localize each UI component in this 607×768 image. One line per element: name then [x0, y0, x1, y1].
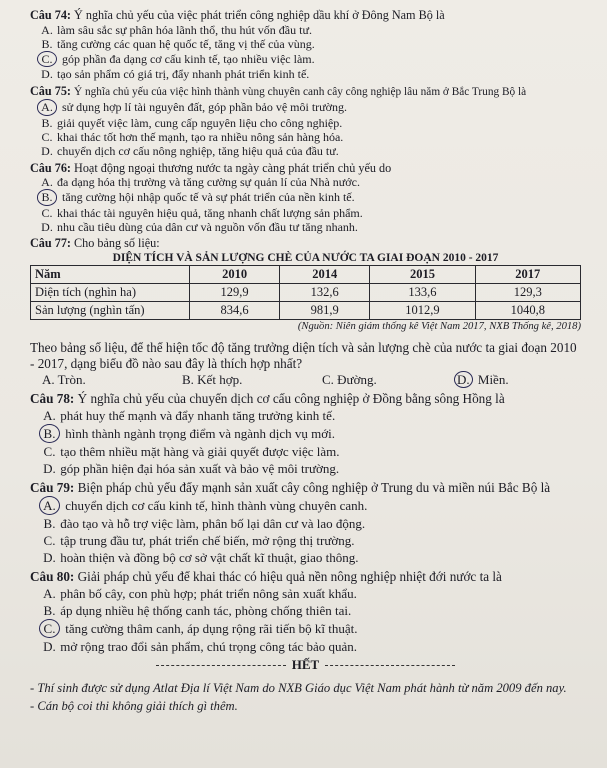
question-74 — [30, 8, 581, 23]
table-cell: 834,6 — [190, 301, 280, 319]
option-b-selected: B. hình thành ngành trọng điểm và ngành dịch vụ mới. — [30, 424, 581, 443]
option-d: D. nhu cầu tiêu dùng của dân cư và nguồn vốn đầu tư tăng nhanh. — [41, 220, 358, 235]
option-a-selected: A. sử dụng hợp lí tài nguyên đất, góp phần bảo vệ môi trường. — [30, 99, 581, 115]
table-cell: 132,6 — [280, 283, 370, 301]
table-header-cell: Năm — [31, 265, 190, 283]
question-text: Hoạt động ngoại thương nước ta ngày càng phát triển chủ yếu do — [74, 160, 392, 175]
option-c: C. khai thác tốt hơn thế mạnh, tạo ra nhiều nông sản hàng hóa. — [41, 129, 344, 144]
option-d: D. góp phần hiện đại hóa sản xuất và bảo vệ môi trường. — [43, 460, 340, 476]
table-row — [31, 283, 581, 301]
question-text: Ý nghĩa chủ yếu của việc hình thành vùng chuyên canh cây công nghiệp lâu năm ở Bắc Trung Bộ là — [74, 85, 527, 98]
question-number: Câu 77: — [30, 236, 71, 251]
option-a: A. phân bố cây, con phù hợp; phát triển nông sản xuất khẩu. — [43, 585, 357, 601]
question-number: Câu 79: — [30, 479, 75, 495]
option-b-selected: B. tăng cường hội nhập quốc tế và sự phát triển của nền kinh tế. — [30, 189, 581, 205]
table-cell: 981,9 — [280, 301, 370, 319]
footnote-line: - Cán bộ coi thi không giải thích gì thêm. — [30, 698, 238, 713]
divider — [325, 665, 455, 666]
option-b: B. đào tạo và hỗ trợ việc làm, phân bố lại dân cư và lao động. — [43, 515, 366, 531]
table-cell: 1012,9 — [370, 301, 475, 319]
table-source: (Nguồn: Niên giám thống kê Việt Nam 2017, NXB Thống kê, 2018) — [297, 320, 581, 332]
option-c: C. Đường. — [322, 371, 377, 387]
option-d: D. chuyển dịch cơ cấu nông nghiệp, tăng hiệu quả của đầu tư. — [41, 144, 339, 159]
table-header-row — [31, 265, 581, 283]
option-c: C. tạo thêm nhiều mặt hàng và giải quyết được việc làm. — [43, 443, 340, 459]
table-cell: 133,6 — [370, 283, 475, 301]
question-text: Biện pháp chủ yếu đẩy mạnh sản xuất cây công nghiệp ở Trung du và miền núi Bắc Bộ là — [77, 479, 551, 495]
question-75 — [30, 84, 581, 100]
question-number: Câu 78: — [30, 390, 75, 406]
table-header-cell: 2014 — [280, 265, 370, 283]
question-78 — [30, 391, 581, 407]
table-header-cell: 2017 — [475, 265, 580, 283]
question-number: Câu 75: — [30, 83, 71, 98]
option-d: D. tạo sản phẩm có giá trị, đẩy nhanh phát triển kinh tế. — [41, 67, 310, 82]
table-row — [31, 301, 581, 319]
option-a: A. đa dạng hóa thị trường và tăng cường sự quản lí của Nhà nước. — [41, 175, 360, 190]
table-header-cell: 2010 — [190, 265, 280, 283]
data-table — [30, 251, 581, 320]
question-number: Câu 76: — [30, 160, 71, 175]
table-cell: 1040,8 — [475, 301, 580, 319]
question-77-options — [30, 372, 581, 388]
question-number: Câu 80: — [30, 568, 75, 584]
question-text: Ý nghĩa chủ yếu của chuyển dịch cơ cấu công nghiệp ở Đồng bằng sông Hồng là — [77, 390, 505, 406]
option-b: B. áp dụng nhiều hệ thống canh tác, phòng chống thiên tai. — [43, 602, 352, 618]
footnote-line: - Thí sinh được sử dụng Atlat Địa lí Việt Nam do NXB Giáo dục Việt Nam phát hành từ năm 2009 đến nay. — [30, 680, 567, 695]
option-d-selected: D. Miền. — [457, 372, 509, 388]
question-text: Cho bảng số liệu: — [74, 236, 160, 251]
question-76 — [30, 161, 581, 176]
option-a: A. phát huy thế mạnh và đẩy nhanh tăng trưởng kinh tế. — [43, 407, 336, 423]
option-b: B. giải quyết việc làm, cung cấp nguyên liệu cho công nghiệp. — [41, 115, 343, 130]
question-80 — [30, 569, 581, 585]
footnote — [30, 679, 581, 715]
question-77 — [30, 236, 581, 251]
end-marker: HẾT — [30, 657, 581, 673]
divider — [156, 665, 286, 666]
option-b: B. Kết hợp. — [182, 371, 243, 387]
option-b: B. tăng cường các quan hệ quốc tế, tăng vị thế của vùng. — [41, 36, 315, 51]
question-text: Ý nghĩa chủ yếu của việc phát triển công nghiệp dầu khí ở Đông Nam Bộ là — [74, 8, 445, 22]
table-caption: DIỆN TÍCH VÀ SẢN LƯỢNG CHÈ CỦA NƯỚC TA GIAI ĐOẠN 2010 - 2017 — [112, 251, 499, 264]
option-c: C. khai thác tài nguyên hiệu quả, tăng nhanh chất lượng sản phẩm. — [41, 205, 363, 220]
option-c-selected: C. góp phần đa dạng cơ cấu kinh tế, tạo nhiều việc làm. — [30, 51, 581, 67]
question-text: Giải pháp chủ yếu để khai thác có hiệu quả nền nông nghiệp nhiệt đới nước ta là — [77, 568, 502, 584]
option-d: D. hoàn thiện và đồng bộ cơ sở vật chất kĩ thuật, giao thông. — [43, 549, 359, 565]
table-cell: 129,3 — [475, 283, 580, 301]
row-label: Diện tích (nghìn ha) — [31, 283, 190, 301]
option-a-selected: A. chuyển dịch cơ cấu kinh tế, hình thành vùng chuyên canh. — [30, 496, 581, 515]
option-c: C. tập trung đầu tư, phát triển chế biến, mở rộng thị trường. — [43, 532, 355, 548]
question-number: Câu 74: — [30, 8, 71, 22]
option-a: A. làm sâu sắc sự phân hóa lãnh thổ, thu hút vốn đầu tư. — [41, 22, 312, 37]
row-label: Sản lượng (nghìn tấn) — [31, 301, 190, 319]
option-a: A. Tròn. — [42, 371, 86, 387]
question-79 — [30, 480, 581, 496]
question-77-prompt: Theo bảng số liệu, để thể hiện tốc độ tăng trưởng diện tích và sản lượng chè của nước ta giai đoạn 2010 - 2017, dạng biểu đồ nào sau đây là thích hợp nhất? — [30, 339, 577, 371]
table-header-cell: 2015 — [370, 265, 475, 283]
option-c-selected: C. tăng cường thâm canh, áp dụng rộng rãi tiến bộ kĩ thuật. — [30, 619, 581, 638]
table-cell: 129,9 — [190, 283, 280, 301]
option-d: D. mở rộng trao đổi sản phẩm, chú trọng công tác bảo quản. — [43, 638, 358, 654]
